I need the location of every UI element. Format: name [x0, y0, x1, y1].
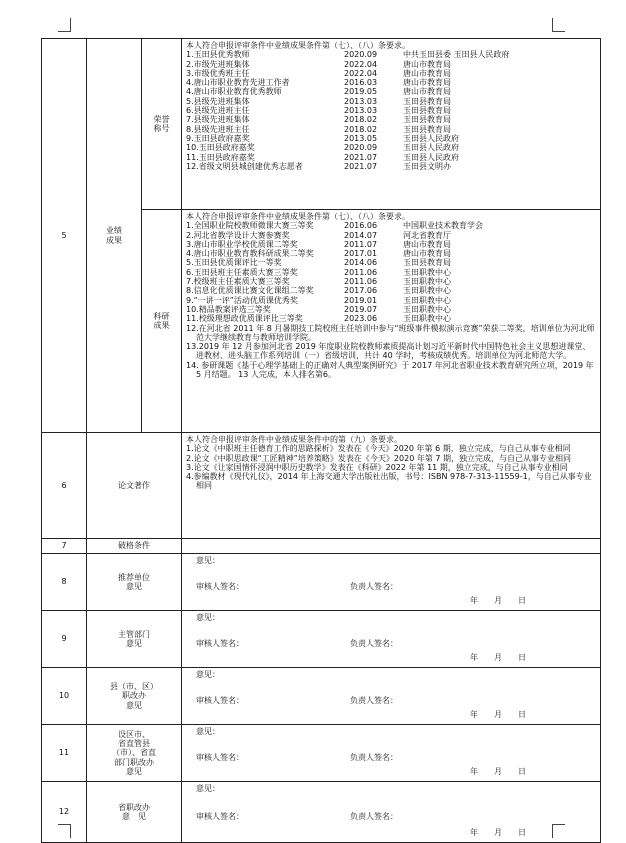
opinion-label	[87, 554, 182, 611]
paper-item: 4.参编教材《现代礼仪》，2014 年上海交通大学出版社出版，书号：ISBN 978-7-313-11559-1，与自己从事专业相同	[186, 472, 592, 491]
item-org: 玉田县人民政府	[403, 133, 459, 143]
item-org: 唐山市教育局	[403, 59, 451, 69]
list-item	[186, 97, 596, 106]
item-title: 6.县级先进班主任	[186, 106, 250, 116]
crop-mark	[58, 31, 71, 32]
item-date: 2013.03	[344, 106, 378, 116]
list-item	[186, 314, 596, 323]
row-number: 12	[42, 782, 87, 843]
item-title: 2.市级先进班集体	[186, 59, 250, 69]
reviewer-signature: 审核人签名：	[196, 696, 244, 705]
opinion-label-text: 设区市、 省直管县 （市）、省直 部门职改办 意见	[112, 729, 156, 776]
item-date: 2017.01	[344, 249, 378, 259]
item-org: 玉田职教中心	[403, 267, 451, 277]
list-item	[186, 50, 596, 59]
signature-block	[182, 725, 600, 781]
paper-item: 3.论文《让家国情怀浸润中职历史教学》发表在《科研》2022 年第 11 期，独立完成，与自己从事专业相同	[186, 462, 568, 472]
row-number: 7	[42, 539, 87, 554]
evaluation-form-table	[41, 38, 601, 843]
item-date: 2011.07	[344, 239, 378, 249]
opinion-signature-area	[182, 554, 601, 611]
category-achievements	[87, 39, 142, 433]
opinion-row	[42, 611, 601, 668]
list-item	[186, 125, 596, 134]
papers-intro: 本人符合申报评审条件中业绩成果条件中的第（九）条要求。	[186, 435, 402, 444]
sign-date: 年 月 日	[470, 653, 526, 662]
item-title: 5.玉田县优质课评比一等奖	[186, 258, 282, 268]
item-title: 4.唐山市职业教育优秀教师	[186, 87, 282, 97]
item-org: 玉田职教中心	[403, 304, 451, 314]
item-title: 1.玉田县优秀教师	[186, 50, 250, 60]
list-item	[186, 143, 596, 152]
item-date: 2021.07	[344, 161, 378, 171]
research-note: 13.2019 年 12 月参加河北省 2019 年度职业院校教师素质提高计划习近平新时代中国特色社会主义思想进课堂、进教材、进头脑工作系列培训（一）省级培训，共计 40 学时，考核成绩优秀。培训单位为河北师范大学。	[186, 342, 591, 361]
opinion-row	[42, 782, 601, 843]
responsible-signature: 负责人签名：	[350, 812, 398, 821]
item-title: 4.唐山市职业教育教科研成果二等奖	[186, 249, 314, 259]
opinion-signature-area	[182, 725, 601, 782]
item-date: 2013.03	[344, 96, 378, 106]
item-title: 1.全国职业院校教师微课大赛三等奖	[186, 221, 314, 231]
item-title: 2.河北省教学设计大赛参赛奖	[186, 230, 290, 240]
item-title: 8.县级先进班主任	[186, 124, 250, 134]
opinion-label-text: 主管部门 意见	[118, 629, 150, 648]
list-item	[186, 106, 596, 115]
item-org: 中共玉田县委 玉田县人民政府	[403, 50, 510, 60]
responsible-signature: 负责人签名：	[350, 582, 398, 591]
item-title: 12.省级文明县城创建优秀志愿者	[186, 161, 303, 171]
item-date: 2019.07	[344, 304, 378, 314]
item-org: 玉田职教中心	[403, 277, 451, 287]
row-number: 11	[42, 725, 87, 782]
item-title: 3.市级优秀班主任	[186, 68, 250, 78]
opinion-text: 意见：	[196, 670, 220, 679]
item-title: 6.玉田县班主任素质大赛三等奖	[186, 267, 298, 277]
opinion-row	[42, 668, 601, 725]
opinion-label	[87, 611, 182, 668]
list-item	[186, 286, 596, 295]
item-org: 玉田县教育局	[403, 258, 451, 268]
reviewer-signature: 审核人签名：	[196, 582, 244, 591]
subsection-honors-label: 荣誉 称号	[142, 39, 182, 210]
crop-mark	[552, 18, 553, 32]
exception-content	[182, 539, 601, 554]
item-org: 唐山市教育局	[403, 249, 451, 259]
item-date: 2014.07	[344, 230, 378, 240]
item-date: 2019.05	[344, 87, 378, 97]
responsible-signature: 负责人签名：	[350, 753, 398, 762]
opinion-row	[42, 725, 601, 782]
list-item	[186, 153, 596, 162]
opinion-signature-area	[182, 611, 601, 668]
list-item	[186, 240, 596, 249]
item-org: 唐山市教育局	[403, 239, 451, 249]
item-date: 2023.06	[344, 314, 378, 324]
item-date: 2018.02	[344, 115, 378, 125]
item-org: 玉田县人民政府	[403, 152, 459, 162]
row-exception	[42, 539, 601, 554]
item-date: 2018.02	[344, 124, 378, 134]
item-org: 玉田职教中心	[403, 286, 451, 296]
item-title: 8.信息化优质课比赛文化课组二等奖	[186, 286, 314, 296]
list-item	[186, 78, 596, 87]
list-item	[186, 60, 596, 69]
subsection-research-label: 科研 成果	[142, 210, 182, 433]
item-title: 5.县级先进班集体	[186, 96, 250, 106]
opinion-row	[42, 554, 601, 611]
list-item	[186, 134, 596, 143]
category-label: 业绩 成果	[106, 226, 122, 245]
item-title: 9.“一讲一评”活动优质课优秀奖	[186, 295, 298, 305]
item-title: 7.县级先进班集体	[186, 115, 250, 125]
opinion-label-text: 省职改办 意 见	[118, 802, 150, 821]
item-date: 2020.09	[344, 143, 378, 153]
item-title: 10.精品教案评选三等奖	[186, 304, 271, 314]
research-notes	[186, 324, 596, 380]
papers-content	[182, 433, 601, 539]
sign-date: 年 月 日	[470, 828, 526, 837]
sign-date: 年 月 日	[470, 596, 526, 605]
research-note: 14. 参研课题《基于心理学基础上的正确对人典型案例研究》于 2017 年河北省职业技术教育研究所立项，2019 年 5 月结题。 13 人完成，本人排名第6。	[186, 360, 594, 380]
list-item	[186, 69, 596, 78]
item-org: 玉田县人民政府	[403, 143, 459, 153]
signature-block	[182, 782, 600, 842]
reviewer-signature: 审核人签名：	[196, 639, 244, 648]
row-number: 5	[42, 39, 87, 433]
category-papers: 论文著作	[87, 433, 182, 539]
list-item	[186, 268, 596, 277]
opinion-label-text: 县（市、区） 职改办 意见	[110, 682, 158, 710]
opinion-text: 意见：	[196, 613, 220, 622]
row-number: 6	[42, 433, 87, 539]
item-date: 2022.04	[344, 59, 378, 69]
paper-item: 1.论文《中职班主任德育工作的思路探析》发表在《今天》2020 年第 6 期，独立完成，与自己从事专业相同	[186, 444, 571, 454]
responsible-signature: 负责人签名：	[350, 639, 398, 648]
list-item	[186, 87, 596, 96]
honors-intro: 本人符合申报评审条件中业绩成果条件第（七）、（八）条要求。	[186, 41, 410, 50]
row-number: 8	[42, 554, 87, 611]
crop-mark	[70, 18, 71, 32]
responsible-signature: 负责人签名：	[350, 696, 398, 705]
research-list	[186, 221, 596, 323]
list-item	[186, 231, 596, 240]
item-org: 中国职业技术教育学会	[403, 221, 483, 231]
item-date: 2011.06	[344, 277, 378, 287]
item-date: 2020.09	[344, 50, 378, 60]
opinion-signature-area	[182, 668, 601, 725]
list-item	[186, 115, 596, 124]
item-org: 玉田县文明办	[403, 161, 451, 171]
research-note: 12.在河北省 2011 年 8 月暑期技工院校班主任培训中参与“班级事件模拟演示竞赛”荣获二等奖，培训单位为河北师范大学继续教育与教师培训学院。	[186, 323, 595, 342]
item-date: 2016.06	[344, 221, 378, 231]
paper-item: 2.论文《中职思政课“工匠精神”培养策略》发表在《今天》2020 年第 7 期，独立完成，与自己从事专业相同	[186, 453, 571, 463]
item-title: 11.校级理想政优质课评比三等奖	[186, 314, 303, 324]
item-date: 2019.01	[344, 295, 378, 305]
item-org: 玉田职教中心	[403, 295, 451, 305]
row-papers	[42, 433, 601, 539]
opinion-label	[87, 668, 182, 725]
signature-block	[182, 611, 600, 667]
opinion-label	[87, 725, 182, 782]
row-number: 9	[42, 611, 87, 668]
item-title: 11.玉田县政府嘉奖	[186, 152, 255, 162]
honors-content	[182, 39, 601, 210]
item-title: 9.玉田县政府嘉奖	[186, 133, 250, 143]
opinion-text: 意见：	[196, 727, 220, 736]
item-title: 10.玉田县政府嘉奖	[186, 143, 255, 153]
list-item	[186, 221, 596, 230]
opinion-rows	[42, 554, 601, 843]
item-date: 2017.06	[344, 286, 378, 296]
opinion-text: 意见：	[196, 784, 220, 793]
item-date: 2022.04	[344, 68, 378, 78]
item-org: 玉田县教育局	[403, 115, 451, 125]
signature-block	[182, 668, 600, 724]
item-org: 唐山市教育局	[403, 68, 451, 78]
research-intro: 本人符合申报评审条件中业绩成果条件第（七）、（八）条要求。	[186, 212, 410, 221]
opinion-signature-area	[182, 782, 601, 843]
opinion-label-text: 推荐单位 意见	[118, 572, 150, 591]
category-exception: 破格条件	[87, 539, 182, 554]
list-item	[186, 249, 596, 258]
item-org: 玉田县教育局	[403, 106, 451, 116]
row-number: 10	[42, 668, 87, 725]
sign-date: 年 月 日	[470, 710, 526, 719]
crop-mark	[552, 31, 565, 32]
item-date: 2016.03	[344, 78, 378, 88]
research-content	[182, 210, 601, 433]
item-title: 3.唐山市职业学校优质课二等奖	[186, 239, 298, 249]
reviewer-signature: 审核人签名：	[196, 812, 244, 821]
item-org: 唐山市教育局	[403, 78, 451, 88]
signature-block	[182, 554, 600, 610]
list-item	[186, 277, 596, 286]
item-title: 4.唐山市职业教育先进工作者	[186, 78, 290, 88]
item-org: 玉田县教育局	[403, 124, 451, 134]
opinion-text: 意见：	[196, 556, 220, 565]
item-org: 河北省教育厅	[403, 230, 451, 240]
sign-date: 年 月 日	[470, 767, 526, 776]
item-date: 2013.05	[344, 133, 378, 143]
papers-list	[186, 444, 596, 490]
list-item	[186, 305, 596, 314]
row-achievements-honors	[42, 39, 601, 210]
list-item	[186, 296, 596, 305]
item-date: 2021.07	[344, 152, 378, 162]
item-date: 2014.06	[344, 258, 378, 268]
item-org: 唐山市教育局	[403, 87, 451, 97]
reviewer-signature: 审核人签名：	[196, 753, 244, 762]
item-org: 玉田县教育局	[403, 96, 451, 106]
opinion-label	[87, 782, 182, 843]
item-title: 7.校级班主任素质大赛三等奖	[186, 277, 290, 287]
list-item	[186, 162, 596, 171]
honors-list	[186, 50, 596, 171]
item-org: 玉田职教中心	[403, 314, 451, 324]
item-date: 2011.06	[344, 267, 378, 277]
list-item	[186, 258, 596, 267]
